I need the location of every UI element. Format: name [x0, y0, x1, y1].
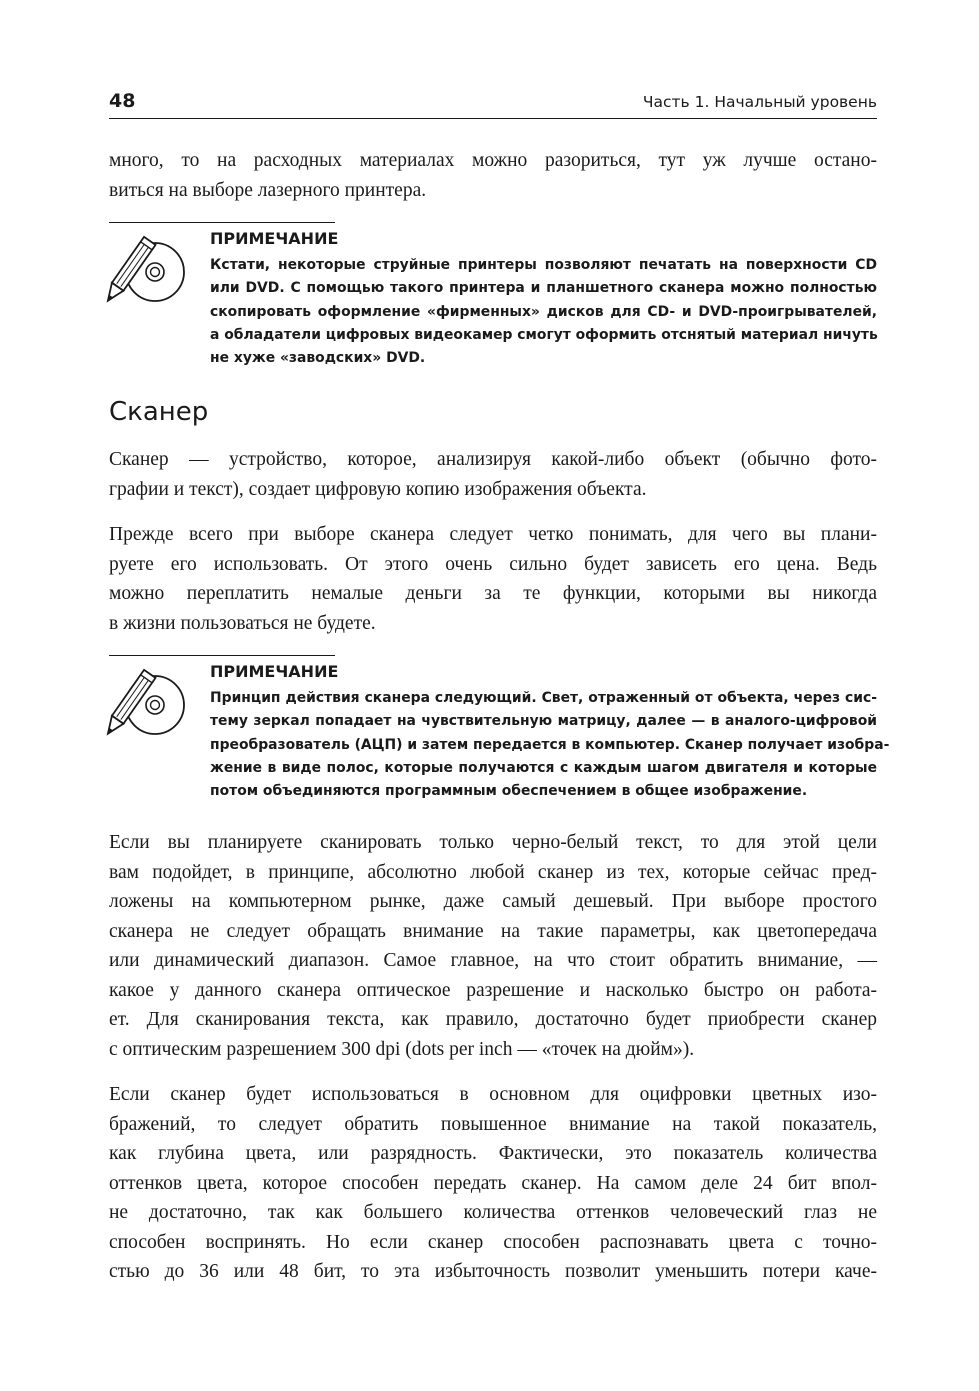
note-divider: [109, 655, 335, 656]
note-line: Кстати, некоторые струйные принтеры позволяют печатать на поверхности CD: [210, 257, 877, 273]
text-line: сканера не следует обращать внимание на такие параметры, как цветопередача: [109, 920, 877, 942]
note-box: [109, 222, 877, 382]
text-line: Сканер — устройство, которое, анализируя какой-либо объект (обычно фото-: [109, 449, 877, 470]
text-line: ложены на компьютерном рынке, даже самый дешевый. При выборе простого: [109, 891, 877, 912]
text-line: в жизни пользоваться не будете.: [109, 612, 376, 634]
note-body: [210, 687, 890, 803]
note-line: а обладатели цифровых видеокамер смогут оформить отснятый материал ничуть: [210, 326, 878, 343]
paragraph: [109, 520, 877, 638]
note-title: ПРИМЕЧАНИЕ: [210, 662, 339, 681]
pencil-cd-icon: [95, 665, 195, 745]
text-line: ет. Для сканирования текста, как правило, достаточно будет приобрести сканер: [109, 1009, 877, 1030]
section-heading: Сканер: [109, 397, 209, 427]
paragraph: [109, 146, 877, 205]
text-line: Если сканер будет использоваться в основном для оцифровки цветных изо-: [109, 1084, 877, 1105]
note-line: жение в виде полос, которые получаются с каждым шагом двигателя и которые: [210, 759, 877, 776]
note-box: [109, 655, 890, 815]
note-divider: [109, 222, 335, 223]
text-line: можно переплатить немалые деньги за те функции, которыми вы никогда: [109, 583, 877, 604]
note-line: тему зеркал попадает на чувствительную матрицу, далее — в аналого-цифровой: [210, 713, 877, 730]
text-line: стью до 36 или 48 бит, то эта избыточность позволит уменьшить потери каче-: [109, 1261, 877, 1282]
text-line: много, то на расходных материалах можно разориться, тут уж лучше остано-: [109, 150, 877, 171]
text-line: виться на выборе лазерного принтера.: [109, 179, 427, 201]
text-line: Если вы планируете сканировать только черно-белый текст, то для этой цели: [109, 832, 877, 853]
paragraph: [109, 1080, 877, 1287]
text-line: вам подойдет, в принципе, абсолютно любой сканер из тех, которые сейчас пред-: [109, 861, 877, 883]
note-line: преобразователь (АЦП) и затем передается в компьютер. Сканер получает изобра-: [210, 736, 890, 753]
note-line: Принцип действия сканера следующий. Свет, отраженный от объекта, через сис-: [210, 690, 877, 706]
text-line: Прежде всего при выборе сканера следует четко понимать, для чего вы плани-: [109, 524, 877, 545]
page-header: [109, 88, 877, 119]
paragraph: [109, 828, 877, 1064]
text-line: руете его использовать. От этого очень сильно будет зависеть его цена. Ведь: [109, 553, 877, 575]
text-line: графии и текст), создает цифровую копию изображения объекта.: [109, 478, 647, 500]
note-line: или DVD. С помощью такого принтера и планшетного сканера можно полностью: [210, 280, 877, 297]
text-line: бражений, то следует обратить повышенное внимание на такой показатель,: [109, 1113, 877, 1135]
text-line: не достаточно, так как большего количества оттенков человеческий глаз не: [109, 1202, 877, 1223]
note-line: скопировать оформление «фирменных» дисков для CD- и DVD-проигрывателей,: [210, 303, 877, 320]
text-line: или динамический диапазон. Самое главное, на что стоит обратить внимание, —: [109, 950, 877, 971]
note-line: потом объединяются программным обеспечением в общее изображение.: [210, 783, 808, 800]
text-line: какое у данного сканера оптическое разрешение и насколько быстро он работа-: [109, 979, 877, 1001]
page-number: 48: [109, 90, 136, 112]
note-title: ПРИМЕЧАНИЕ: [210, 229, 339, 248]
running-head: Часть 1. Начальный уровень: [642, 93, 877, 111]
text-line: способен воспринять. Но если сканер способен распознавать цвета с точно-: [109, 1231, 877, 1253]
pencil-cd-icon: [95, 232, 195, 312]
paragraph: [109, 445, 877, 504]
note-body: [210, 254, 877, 370]
note-line: не хуже «заводских» DVD.: [210, 350, 426, 367]
text-line: как глубина цвета, или разрядность. Фактически, это показатель количества: [109, 1143, 877, 1164]
text-line: оттенков цвета, которое способен передать сканер. На самом деле 24 бит впол-: [109, 1172, 877, 1194]
text-line: с оптическим разрешением 300 dpi (dots per inch — «точек на дюйм»).: [109, 1038, 695, 1060]
